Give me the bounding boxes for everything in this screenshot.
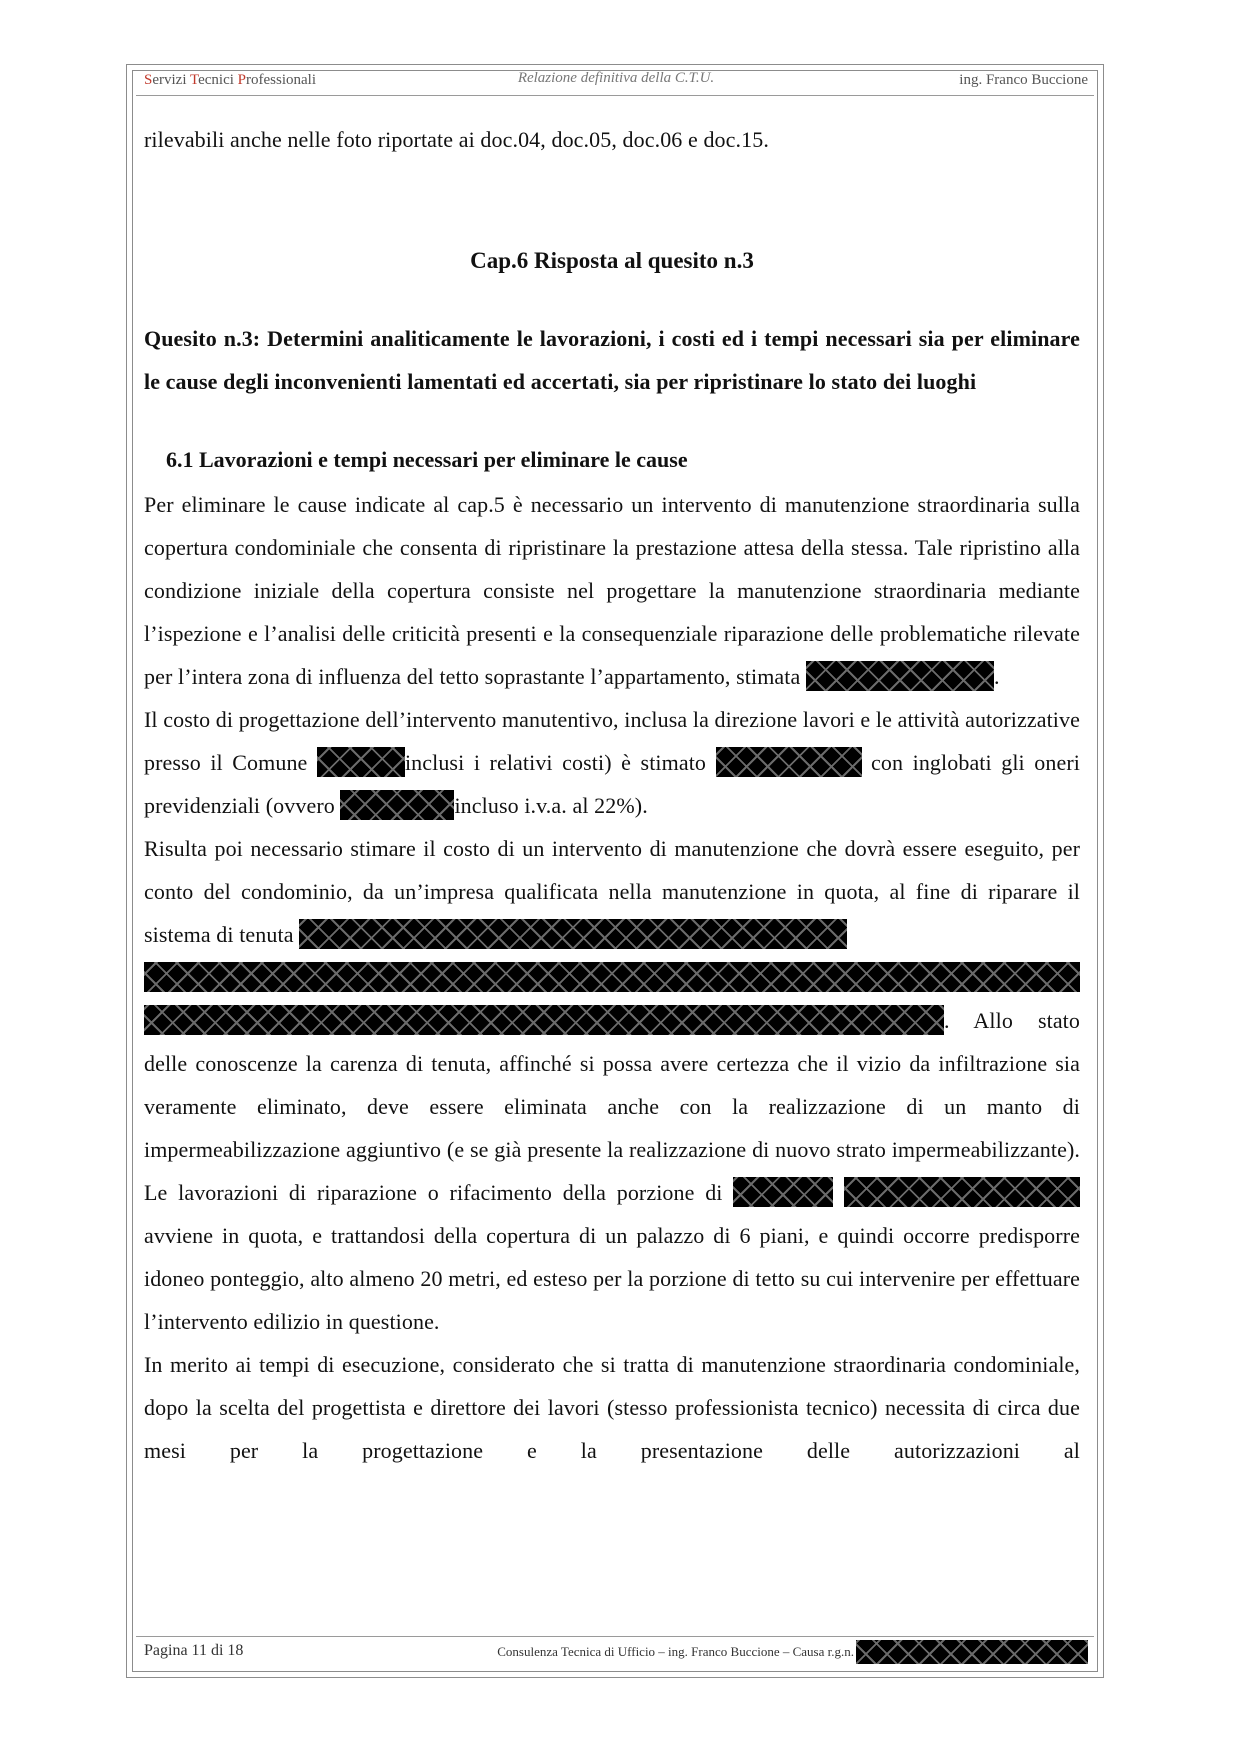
paragraph-3-text-b: . Allo stato delle conoscenze la carenza di tenuta, affinché si possa avere certezza che il vizio da infiltrazione sia veramente eliminato, deve essere eliminata anche con la realizzazione di un manto di impermeabilizzazione aggiuntivo (e se già presente la realizzazione di nuovo strato impermeabilizzante). Le lavorazioni di riparazione o rifacimento della porzione di — [144, 1008, 1080, 1205]
redaction-block — [733, 1177, 833, 1207]
paragraph-2-text-a: Il costo di progettazione dell’intervento manutentivo, inclusa la direzione lavori e le attività autorizzative presso il Comune — [144, 707, 1080, 775]
header-initial-s: S — [144, 72, 153, 88]
paragraph-2-text-c: con inglobati gli oneri previdenziali (ovvero — [144, 750, 1080, 818]
body-line-0: rilevabili anche nelle foto riportate ai doc.04, doc.05, doc.06 e doc.15. — [144, 127, 769, 152]
redaction-block — [144, 1005, 944, 1035]
footer-right — [497, 1640, 1088, 1664]
header-rule — [136, 95, 1094, 96]
redaction-block — [844, 1177, 1080, 1207]
page-header — [144, 72, 1088, 96]
paragraph-3-text-c: avviene in quota, e trattandosi della copertura di un palazzo di 6 piani, e quindi occorre predisporre idoneo ponteggio, alto almeno 20 metri, ed esteso per la porzione di tetto su cui intervenire per effettuare l’intervento edilizio in questione. — [144, 1223, 1080, 1334]
paragraph-1 — [144, 483, 1080, 698]
section-title: 6.1 Lavorazioni e tempi necessari per eliminare le cause — [166, 447, 688, 472]
page-footer — [144, 1640, 1088, 1666]
paragraph-3-text-a: Risulta poi necessario stimare il costo di un intervento di manutenzione che dovrà essere eseguito, per conto del condominio, da un’impresa qualificata nella manutenzione in quota, al fine di riparare il sistema di tenuta — [144, 836, 1080, 947]
paragraph-2-text-b: inclusi i relativi costi) è stimato — [404, 750, 707, 775]
redaction-block — [317, 747, 405, 777]
footer-right-text: Consulenza Tecnica di Ufficio – ing. Franco Buccione – Causa r.g.n. — [497, 1644, 854, 1659]
header-initial-p: P — [237, 72, 246, 88]
redaction-block — [806, 661, 994, 691]
chapter-title: Cap.6 Risposta al quesito n.3 — [470, 248, 754, 273]
paragraph-1-end: . — [993, 664, 1000, 689]
question-label: Quesito n.3 — [144, 326, 253, 351]
header-word-2: ecnici — [198, 72, 238, 88]
footer-rule — [136, 1636, 1094, 1637]
redaction-block — [716, 747, 862, 777]
paragraph-3 — [144, 827, 1080, 1343]
header-word-3: rofessionali — [246, 72, 316, 88]
page-body — [144, 118, 1080, 1472]
paragraph-2 — [144, 698, 1080, 827]
redaction-block — [299, 919, 847, 949]
footer-page-number: Pagina 11 di 18 — [144, 1642, 244, 1659]
paragraph-4: In merito ai tempi di esecuzione, considerato che si tratta di manutenzione straordinaria condominiale, dopo la scelta del progettista e direttore dei lavori (stesso professionista tecnico) necessita di circa due mesi per la progettazione e la presentazione delle autorizzazioni al — [144, 1352, 1080, 1463]
redaction-block-full — [144, 962, 1080, 992]
header-initial-t: T — [189, 72, 199, 88]
redaction-block — [340, 790, 454, 820]
header-right: ing. Franco Buccione — [959, 72, 1088, 88]
paragraph-1-text: Per eliminare le cause indicate al cap.5 è necessario un intervento di manutenzione straordinaria sulla copertura condominiale che consenta di ripristinare la prestazione attesa della stessa. Tale ripristino alla condizione iniziale della copertura consiste nel progettare la manutenzione straordinaria mediante l’ispezione e l’analisi delle criticità presenti e la consequenziale riparazione delle problematiche rilevate per l’intera zona di influenza del tetto soprastante l’appartamento, stimata — [144, 492, 1080, 689]
question-text: : Determini analiticamente le lavorazioni, i costi ed i tempi necessari sia per eliminare le cause degli inconvenienti lamentati ed accertati, sia per ripristinare lo stato dei luoghi — [144, 326, 1080, 394]
paragraph-2-text-d: incluso i.v.a. al 22%). — [454, 793, 648, 818]
header-center: Relazione definitiva della C.T.U. — [517, 70, 715, 86]
question-paragraph — [144, 317, 1080, 403]
header-word-1: ervizi — [152, 72, 190, 88]
redaction-block — [856, 1640, 1088, 1664]
